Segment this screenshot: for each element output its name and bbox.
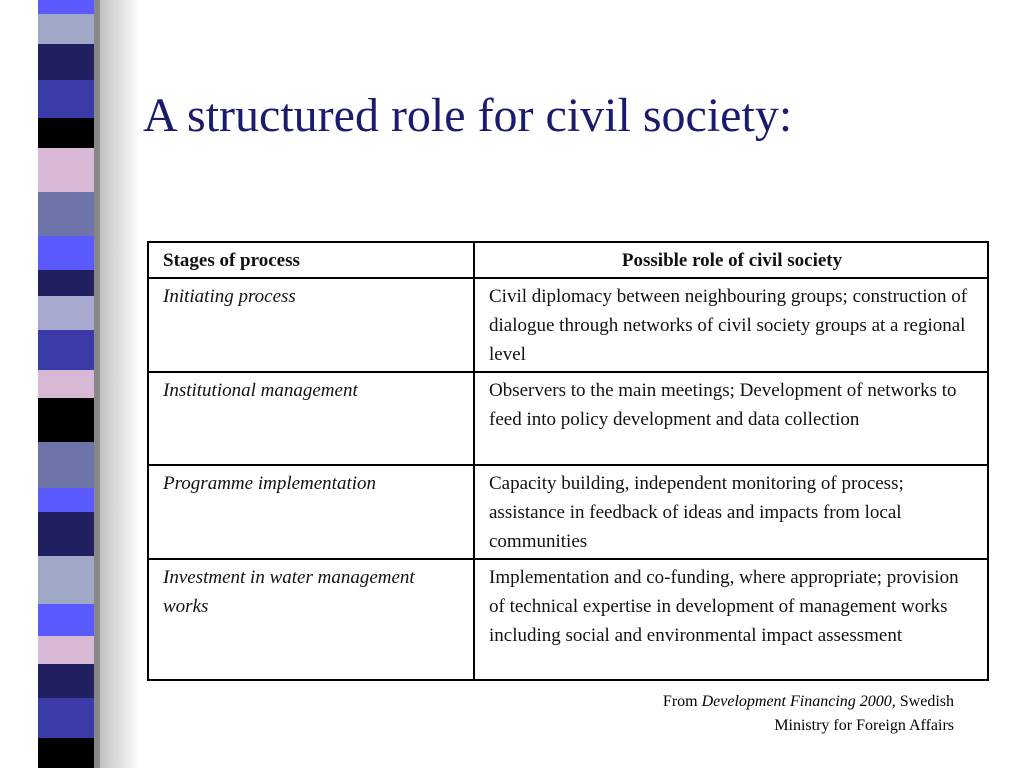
stage-cell: Institutional management: [148, 372, 474, 465]
source-publication: Development Financing 2000: [701, 693, 892, 710]
header-stages: Stages of process: [148, 242, 474, 278]
stage-cell: Initiating process: [148, 278, 474, 372]
decorative-side-strip: [0, 0, 140, 768]
source-prefix: From: [662, 693, 702, 710]
role-cell: Capacity building, independent monitoring of process; assistance in feedback of ideas and impacts from local communities: [474, 465, 988, 559]
role-cell: Implementation and co-funding, where appropriate; provision of technical expertise in development of management works including social and environmental impact assessment: [474, 559, 988, 680]
stage-cell: Investment in water management works: [148, 559, 474, 680]
source-citation: [554, 690, 954, 738]
striped-bar: [38, 0, 94, 768]
header-possible-role: Possible role of civil society: [474, 242, 988, 278]
table-header-row: [148, 242, 988, 278]
source-line2: Ministry for Foreign Affairs: [774, 717, 954, 734]
table-row: [148, 465, 988, 559]
stage-cell: Programme implementation: [148, 465, 474, 559]
role-cell: Observers to the main meetings; Development of networks to feed into policy development and data collection: [474, 372, 988, 465]
strip-edge: [94, 0, 100, 768]
role-cell: Civil diplomacy between neighbouring groups; construction of dialogue through networks of civil society groups at a regional level: [474, 278, 988, 372]
table-row: [148, 559, 988, 680]
table-row: [148, 372, 988, 465]
table-row: [148, 278, 988, 372]
slide-title: A structured role for civil society:: [143, 89, 793, 142]
source-suffix: , Swedish: [891, 693, 954, 710]
civil-society-role-table: [147, 241, 989, 681]
